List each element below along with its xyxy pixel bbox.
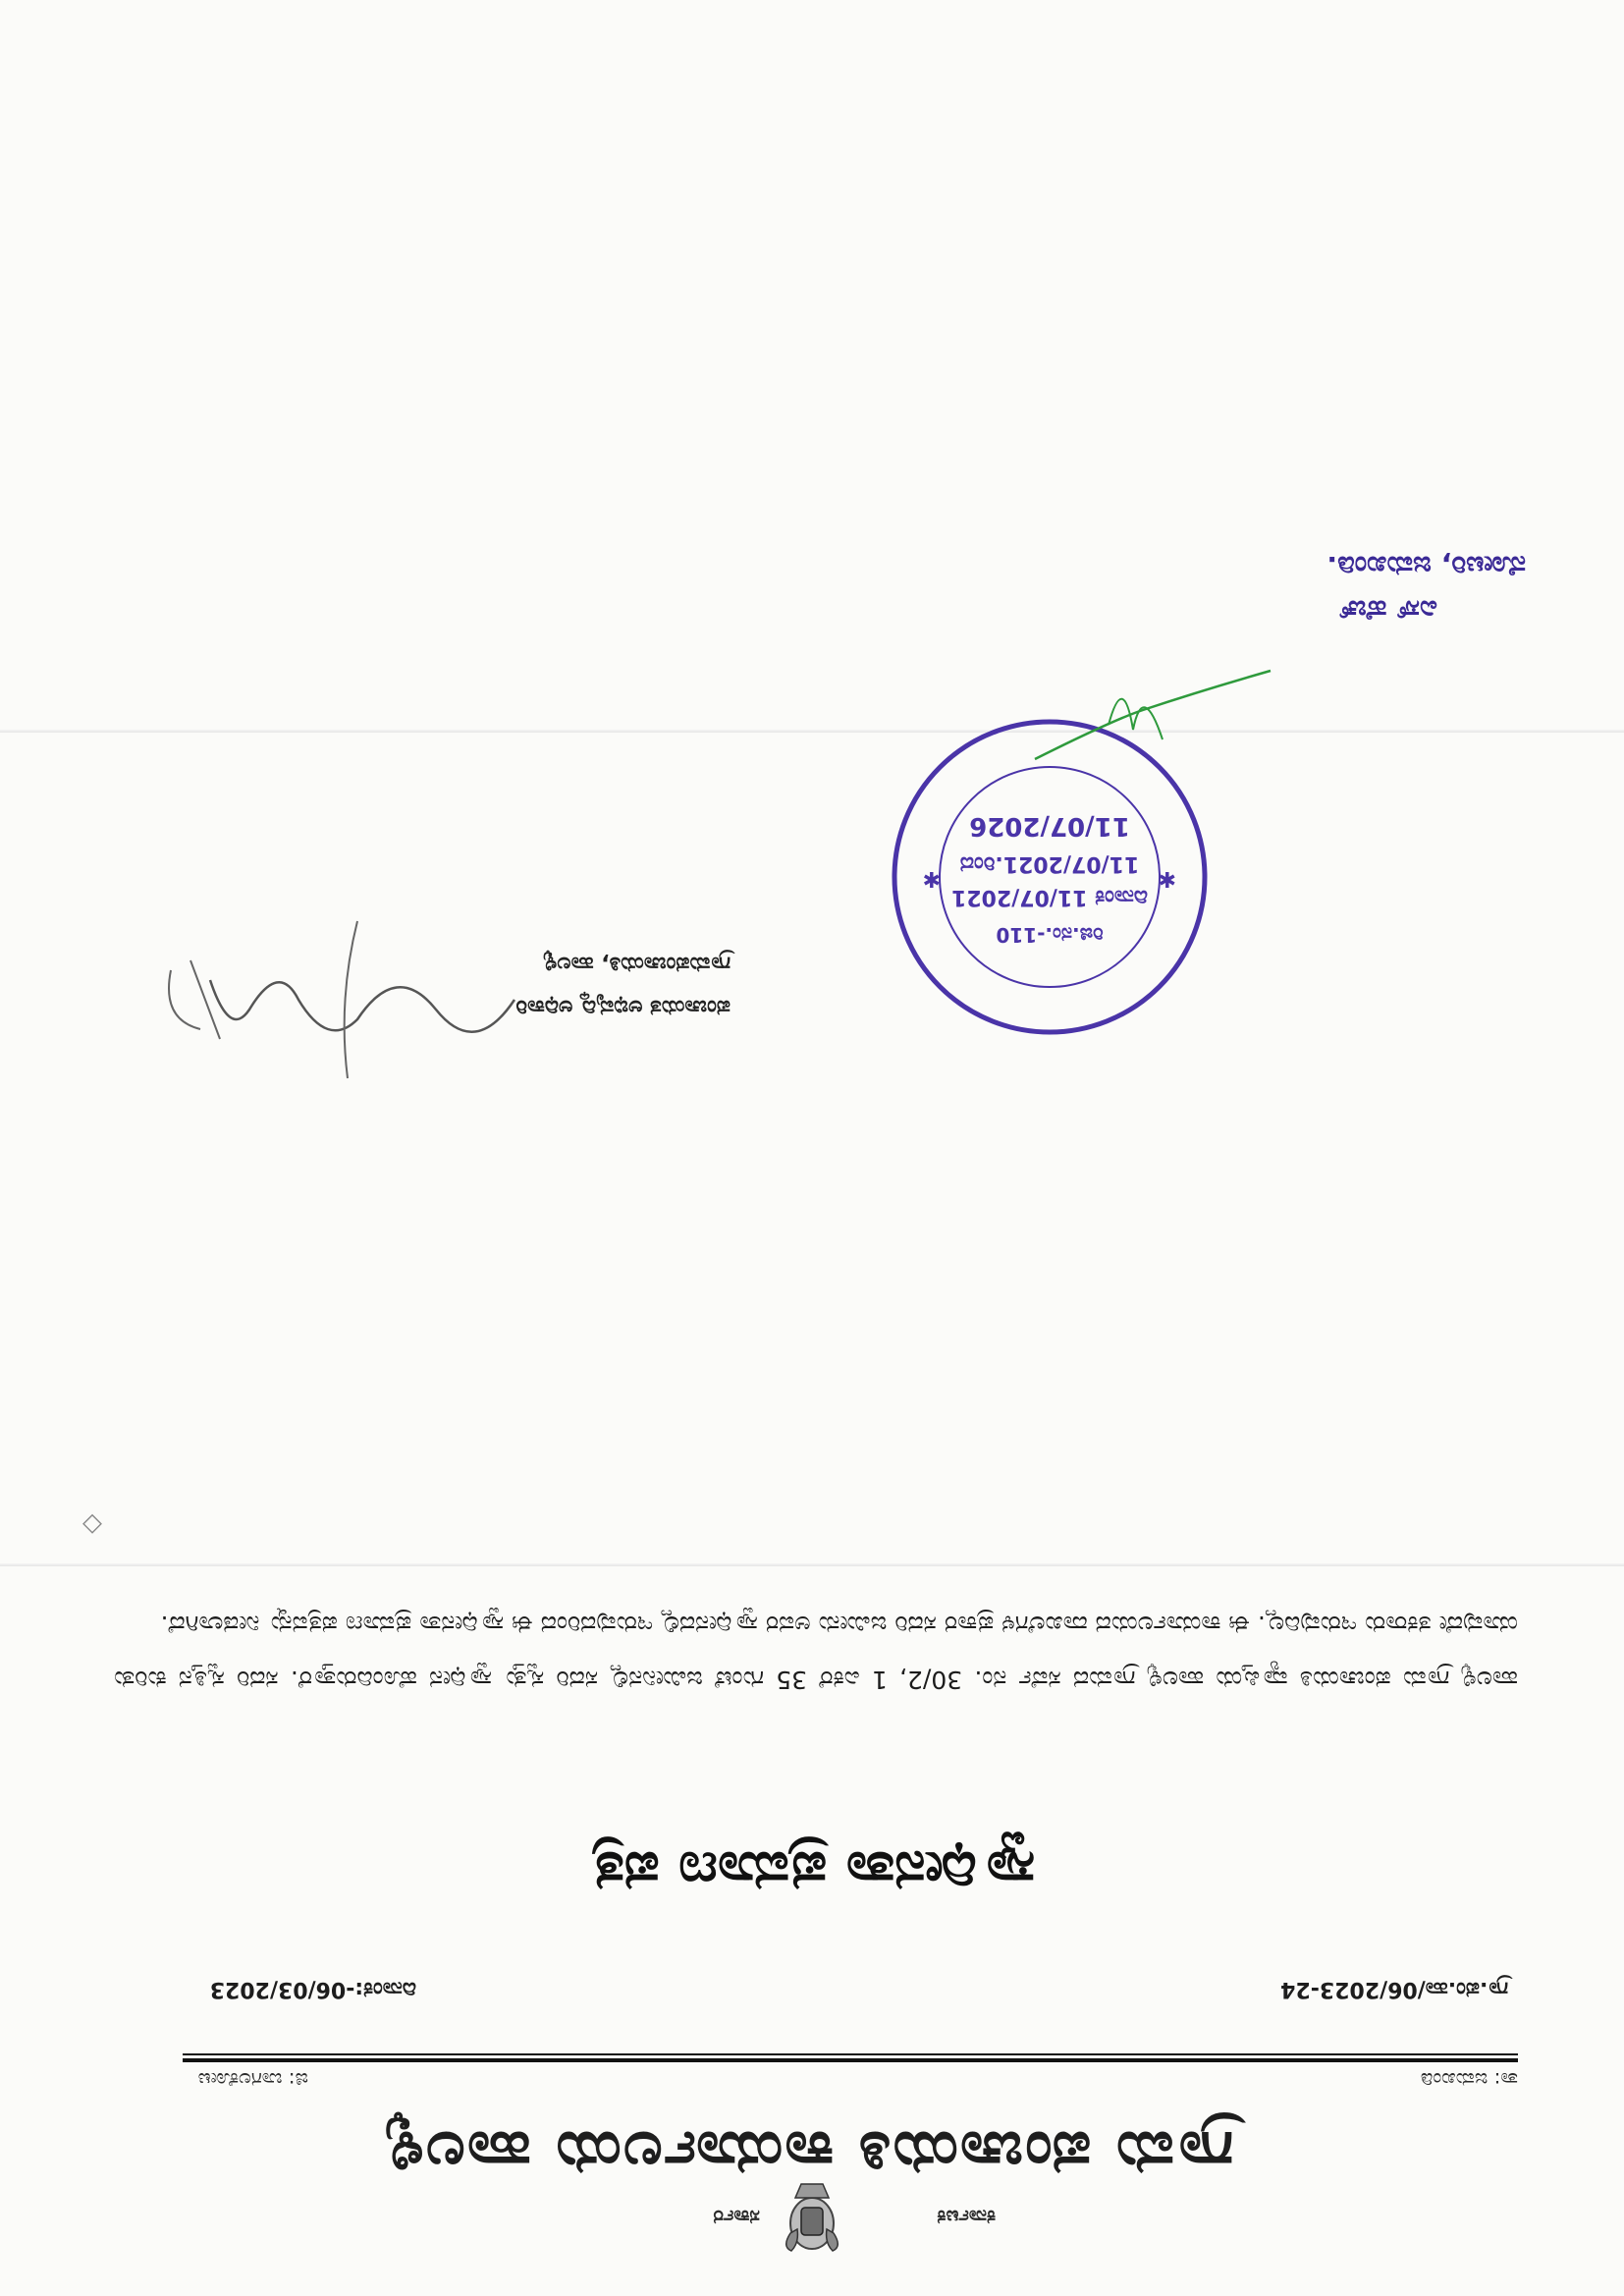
office-title: ಗ್ರಾಮ ಪಂಚಾಯತಿ ಕಾರ್ಯಾಲಯ ಹಾಲಳ್ಳಿ xyxy=(384,2118,1234,2190)
seal-valid-to: 11/07/2026 xyxy=(969,811,1130,841)
notary-name: ಎಸ್ ಹೆಚ್ xyxy=(1338,594,1437,627)
signatory-title: ಪಂಚಾಯತ ಅಭಿವೃದ್ಧಿ ಅಧಿಕಾರಿ xyxy=(515,995,731,1019)
reference-number: ಗ್ರಾ.ಪಂ.ಹಾ/06/2023-24 xyxy=(1280,1977,1508,2001)
green-pen-signature xyxy=(1025,651,1280,769)
seal-date: ದಿನಾಂಕ 11/07/2021 xyxy=(950,885,1149,909)
body-paragraph: ಹಾಲಳ್ಳಿ ಗ್ರಾಮ ಪಂಚಾಯತಿ ವ್ಯಾಪ್ತಿಯ ಹಾಲಳ್ಳಿ ಗ್ರಾಮದ ಸರ್ವೆ ನಂ. 30/2, 1 ಎಕರೆ 35 ಗುಂಟೆ ಜಮೀನಿನಲ್ಲಿ ಸದರಿ ಸ್ವತ್ತು ಸ್ವಾಧೀನ ಹೊಂದಿರುತ್ತಾರೆ. ಸದರಿ ಸ್ವತ್ತಿನ ಕುರಿತು ಯಾವುದೇ ತಕರಾರು ಇರುವುದಿಲ್ಲ. ಈ ಕಾರ್ಯಾಲಯದ ದಾಖಲೆಗಳ ಪ್ರಕಾರ ಸದರಿ ಜಮೀನು ಅವರ ಸ್ವಾಧೀನದಲ್ಲಿ ಇರುವುದರಿಂದ ಈ ಸ್ವಾಧೀನತಾ ಪ್ರಮಾಣ ಪತ್ರವನ್ನು ನೀಡಲಾಗಿದೆ. xyxy=(114,1611,1518,1694)
margin-mark: ◇ xyxy=(82,1510,102,1540)
header-rule xyxy=(183,2058,1518,2062)
svg-text:✱: ✱ xyxy=(1158,866,1176,891)
government-emblem-icon xyxy=(778,2178,846,2257)
taluk-label: ತಾ: ಜಮಖಂಡಿ xyxy=(1420,2068,1518,2092)
handwritten-signature xyxy=(132,902,544,1118)
reference-date: ದಿನಾಂಕ:-06/03/2023 xyxy=(209,1977,416,2001)
district-label: ಜಿ: ಬಾಗಲಕೋಟ xyxy=(197,2068,308,2092)
fold-line-upper xyxy=(0,1563,1624,1566)
brand-left: ಕರ್ನಾಟಕ xyxy=(937,2206,996,2229)
document-title: ಸ್ವಾಧೀನತಾ ಪ್ರಮಾಣ ಪತ್ರ xyxy=(592,1839,1036,1903)
header-rule-thin xyxy=(183,2054,1518,2056)
seal-reg-number: ರಿಜಿ.ನಂ.-110 xyxy=(996,923,1104,947)
seal-valid-from: 11/07/2021.ರಿಂದ xyxy=(959,851,1140,876)
signatory-office: ಗ್ರಾಮಪಂಚಾಯತಿ, ಹಾಲಳ್ಳಿ xyxy=(543,952,731,976)
notary-place: ನೋಟರಿ, ಜಮಖಂಡಿ. xyxy=(1326,550,1526,582)
fold-line-lower xyxy=(0,730,1624,733)
brand-right: ಸರ್ಕಾರ xyxy=(713,2206,760,2229)
svg-text:✱: ✱ xyxy=(922,866,941,891)
